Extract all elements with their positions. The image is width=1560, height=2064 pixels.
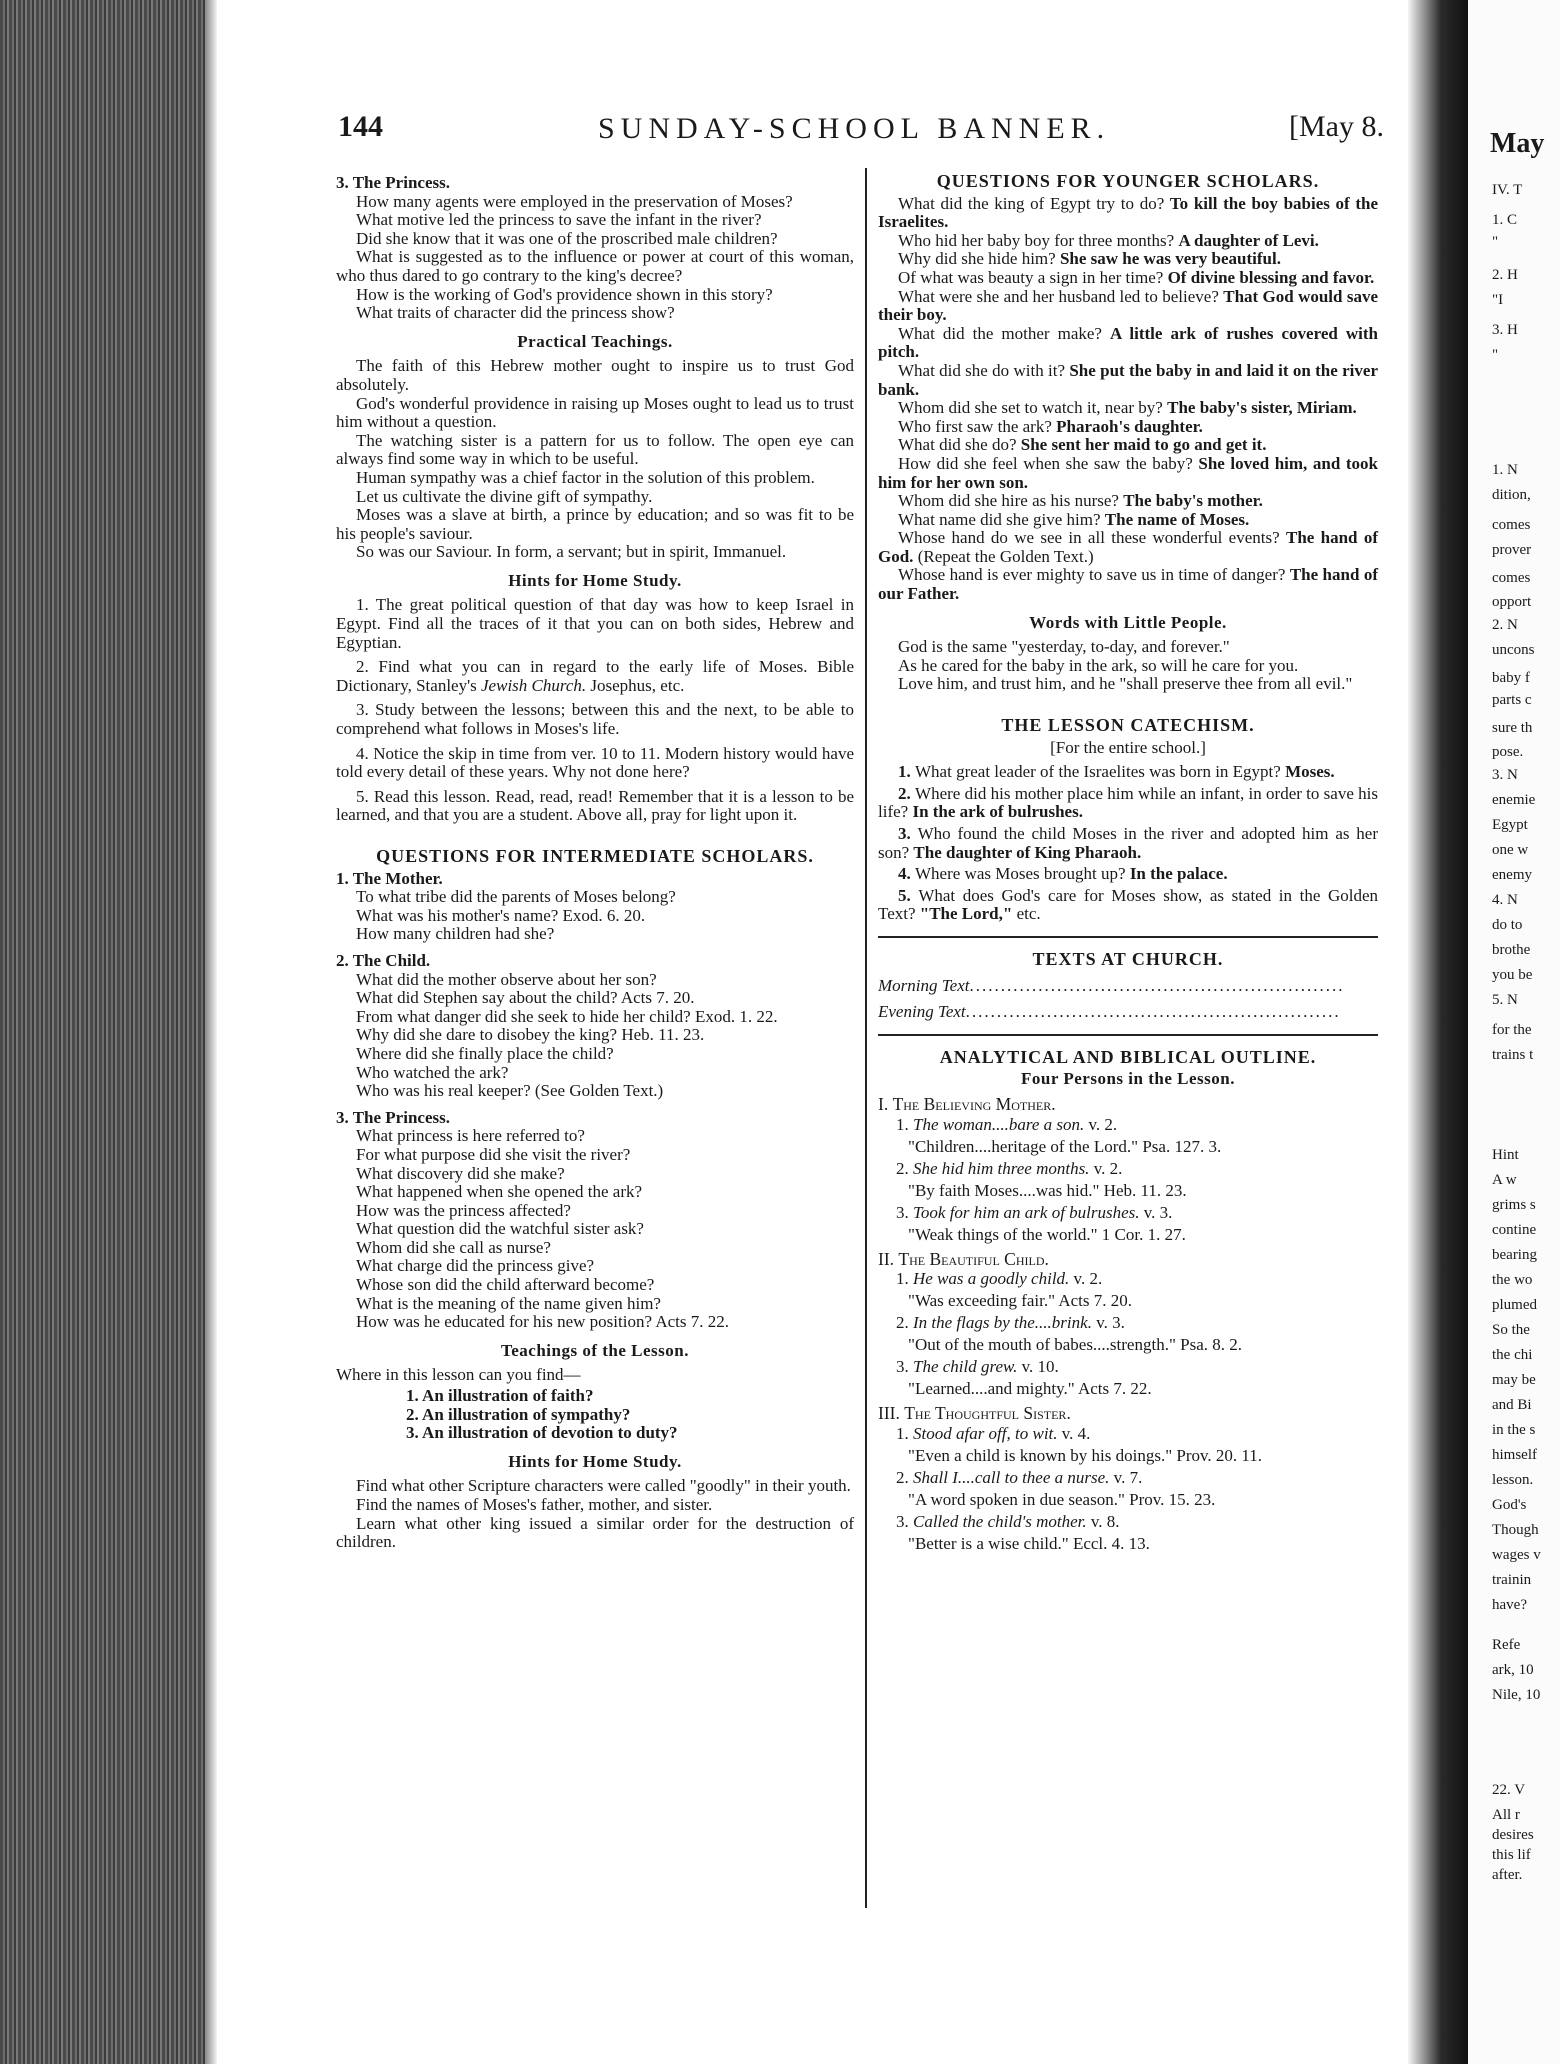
facing-page-fragment: comes (1492, 517, 1531, 533)
facing-page-fragment: trains t (1492, 1047, 1534, 1063)
page-edge-shadow (205, 0, 217, 2064)
teaching-paragraph: Let us cultivate the divine gift of sympathy. (356, 486, 653, 506)
question-list (336, 888, 854, 944)
little-paragraph: Love him, and trust him, and he "shall preserve thee from all evil." (898, 674, 1353, 694)
outline-quote: "Learned....and mighty." Acts 7. 22. (908, 1379, 1152, 1399)
teaching-paragraph: Moses was a slave at birth, a prince by education; and so was fit to be his people's saviour. (336, 505, 854, 543)
teaching-paragraph: So was our Saviour. In form, a servant; but in spirit, Immanuel. (356, 542, 787, 562)
question: Who watched the ark? (356, 1062, 509, 1082)
item-number: 1. (896, 1269, 913, 1289)
hint-paragraph: Learn what other king issued a similar order for the destruction of children. (336, 1513, 854, 1552)
facing-page-fragment: brothe (1492, 942, 1531, 958)
item-ref: v. 10. (1017, 1357, 1059, 1377)
qa-item (878, 362, 1378, 399)
little-paragraph: As he cared for the baby in the ark, so will he care for you. (898, 655, 1299, 675)
qa-item (878, 325, 1378, 362)
facing-page-fragment: for the (1492, 1022, 1532, 1038)
facing-page-fragment: IV. T (1492, 182, 1523, 198)
outline-quote: "A word spoken in due season." Prov. 15. 23. (908, 1489, 1216, 1509)
hints-list (336, 1477, 854, 1551)
catechism-item (878, 825, 1378, 862)
answer-text: A little ark of rushes covered with pitch. (878, 323, 1378, 362)
hint-item: 5. Read this lesson. Read, read, read! Remember that it is a lesson to be learned, and that you are a student. Above all, pray for light upon it. (336, 786, 854, 825)
question: How was he educated for his new position? Acts 7. 22. (356, 1312, 729, 1332)
question: What discovery did she make? (356, 1163, 565, 1183)
facing-page-fragment: prover (1492, 542, 1532, 558)
section-heading: 3. The Princess. (336, 173, 450, 192)
question: Where did she finally place the child? (356, 1043, 614, 1063)
right-column (878, 172, 1378, 1555)
answer-text: She sent her maid to go and get it. (1020, 435, 1267, 455)
hint-item: 4. Notice the skip in time from ver. 10 to 11. Modern history would have told every detail of these years. Why not done here? (336, 743, 854, 782)
qa-item (878, 492, 1378, 511)
facing-page-fragment: 1. C (1492, 212, 1518, 228)
facing-page-fragment: may be (1492, 1372, 1536, 1388)
outline-quote: "Even a child is known by his doings." Prov. 20. 11. (908, 1445, 1263, 1465)
item-text: The child grew. (913, 1357, 1018, 1377)
catechism-number: 2. (898, 783, 916, 803)
question-text: Whom did she hire as his nurse? (898, 491, 1124, 511)
facing-page-fragment: contine (1492, 1222, 1537, 1238)
journal-title: SUNDAY-SCHOOL BANNER. (598, 112, 1111, 145)
facing-page-fragment: and Bi (1492, 1397, 1532, 1413)
item-text: She hid him three months. (913, 1158, 1090, 1178)
teaching-paragraph: God's wonderful providence in raising up Moses ought to lead us to trust him without a question. (336, 393, 854, 432)
answer-text: Moses. (1285, 762, 1335, 782)
question: What did Stephen say about the child? Acts 7. 20. (356, 988, 695, 1008)
outline-item (878, 1312, 1378, 1334)
qa-item (878, 566, 1378, 603)
little-people-heading: Words with Little People. (1029, 612, 1227, 632)
facing-page-fragment: All r (1492, 1807, 1520, 1823)
answer-text: She saw he was very beautiful. (1059, 249, 1281, 269)
question: How is the working of God's providence shown in this story? (356, 284, 773, 304)
question: What traits of character did the princess show? (356, 303, 675, 323)
little-paragraph: God is the same "yesterday, to-day, and forever." (898, 637, 1230, 657)
outline-item (878, 1356, 1378, 1378)
outline (878, 1095, 1378, 1555)
facing-page-fragment: A w (1492, 1172, 1517, 1188)
item-number: 2. (896, 1467, 913, 1487)
qa-item (878, 288, 1378, 325)
facing-page-fragment: " (1492, 347, 1499, 363)
facing-page-fragment: 5. N (1492, 992, 1518, 1008)
qa-item (878, 436, 1378, 455)
item-number: 3. (896, 1511, 913, 1531)
question: How was the princess affected? (356, 1200, 571, 1220)
question-text: Who hid her baby boy for three months? (898, 230, 1179, 250)
outline-item (878, 1114, 1378, 1136)
answer-text: "The Lord," (919, 904, 1013, 924)
question: What happened when she opened the ark? (356, 1182, 643, 1202)
answer-text: The hand of our Father. (878, 565, 1378, 604)
section-rule (878, 936, 1378, 938)
book-gutter (1408, 0, 1468, 2064)
outline-quote: "Children....heritage of the Lord." Psa. 127. 3. (908, 1136, 1222, 1156)
catechism-item (878, 865, 1378, 884)
qa-item (878, 250, 1378, 269)
question: What did the mother observe about her son? (356, 969, 657, 989)
facing-page-fragment: comes (1492, 570, 1531, 586)
item-ref: v. 4. (1057, 1423, 1091, 1443)
page-number: 144 (338, 110, 383, 143)
teachings-intro: Where in this lesson can you find— (336, 1365, 581, 1385)
item-text: The woman....bare a son. (913, 1114, 1085, 1134)
facing-page-fragment: grims s (1492, 1197, 1536, 1213)
item-text: Stood afar off, to wit. (913, 1423, 1058, 1443)
question-text: How did she feel when she saw the baby? (898, 453, 1199, 473)
question-text: What did the king of Egypt try to do? (898, 193, 1170, 213)
catechism-qa (878, 763, 1378, 924)
question: How many agents were employed in the preservation of Moses? (356, 191, 793, 211)
facing-page-fragment: the chi (1492, 1347, 1533, 1363)
teaching-item: 2. An illustration of sympathy? (406, 1404, 631, 1424)
question-text: What great leader of the Israelites was born in Egypt? (915, 762, 1286, 782)
facing-page-fragment: this lif (1492, 1847, 1531, 1863)
item-text: Took for him an ark of bulrushes. (913, 1202, 1140, 1222)
facing-page-fragment: opport (1492, 594, 1532, 610)
item-ref: v. 2. (1084, 1114, 1118, 1134)
outline-item (878, 1202, 1378, 1224)
answer-text: The baby's mother. (1123, 491, 1263, 511)
section-heading: 2. The Child. (336, 950, 431, 970)
hint-paragraph: Find the names of Moses's father, mother, and sister. (356, 1495, 713, 1514)
facing-page-fragment: parts c (1492, 692, 1532, 708)
question-text: Whom did she set to watch it, near by? (898, 398, 1168, 418)
teachings-heading: Teachings of the Lesson. (500, 1340, 689, 1360)
answer-text: The name of Moses. (1104, 509, 1250, 529)
outline-item (878, 1268, 1378, 1290)
facing-page-fragment: dition, (1492, 487, 1531, 503)
younger-qa (878, 195, 1378, 604)
facing-page-header: May (1490, 128, 1545, 159)
outline-subheading: Four Persons in the Lesson. (1021, 1069, 1235, 1089)
younger-heading: QUESTIONS FOR YOUNGER SCHOLARS. (936, 171, 1320, 191)
facing-page-fragment: uncons (1492, 642, 1535, 658)
qa-item (878, 232, 1378, 251)
question-text: Whose hand do we see in all these wonderful events? (898, 528, 1286, 548)
question-text: What did she do? (898, 435, 1021, 455)
catechism-heading: THE LESSON CATECHISM. (1001, 715, 1255, 736)
catechism-number: 4. (898, 864, 915, 884)
facing-page-fragment: after. (1492, 1867, 1523, 1883)
item-text: Shall I....call to thee a nurse. (913, 1467, 1110, 1487)
facing-page-fragment: God's (1492, 1497, 1527, 1513)
answer-text: Of divine blessing and favor. (1167, 267, 1375, 287)
issue-date: [May 8. (1289, 110, 1384, 143)
item-number: 1. (896, 1423, 913, 1443)
facing-page-fragment: " (1492, 234, 1499, 250)
item-number: 2. (896, 1313, 913, 1333)
hint-paragraph: Find what other Scripture characters were called "goodly" in their youth. (356, 1476, 851, 1496)
item-number: 3. (896, 1202, 913, 1222)
qa-item (878, 529, 1378, 566)
hint-item: 3. Study between the lessons; between this and the next, to be able to comprehend what follows in Moses's life. (336, 700, 854, 739)
facing-page-fragment: 2. N (1492, 617, 1518, 633)
qa-item (878, 455, 1378, 492)
qa-item (878, 511, 1378, 530)
little-people-text (878, 638, 1378, 694)
section-title: The Beautiful Child. (898, 1248, 1049, 1269)
facing-page-fragment: have? (1492, 1597, 1527, 1613)
qa-item (878, 269, 1378, 288)
answer-text: She put the baby in and laid it on the river bank. (878, 360, 1378, 399)
facing-page-fragment: the wo (1492, 1272, 1533, 1288)
outline-quote: "Better is a wise child." Eccl. 4. 13. (908, 1533, 1150, 1553)
teaching-paragraph: The faith of this Hebrew mother ought to inspire us to trust God absolutely. (336, 356, 854, 394)
answer-note: etc. (1012, 904, 1041, 924)
outline-heading: ANALYTICAL AND BIBLICAL OUTLINE. (939, 1046, 1317, 1067)
morning-text-line: Morning Text............................................................ (878, 976, 1345, 995)
evening-text-line: Evening Text............................................................ (878, 1003, 1341, 1022)
question: For what purpose did she visit the river? (356, 1144, 631, 1164)
facing-page-fragment: "I (1492, 292, 1504, 308)
running-head (338, 110, 1384, 154)
roman-numeral: I. (878, 1093, 893, 1114)
catechism-number: 5. (898, 885, 919, 905)
item-ref: v. 8. (1086, 1511, 1120, 1531)
section-title: The Believing Mother. (892, 1093, 1056, 1114)
facing-page-fragment: 22. V (1492, 1782, 1526, 1798)
facing-page-fragment: Hint (1492, 1147, 1519, 1163)
item-text: In the flags by the....brink. (913, 1313, 1092, 1333)
qa-item (878, 399, 1378, 418)
qa-item (878, 195, 1378, 232)
facing-page-fragment: himself (1492, 1447, 1537, 1463)
question: What motive led the princess to save the infant in the river? (356, 210, 762, 230)
question-text: What did she do with it? (898, 360, 1070, 380)
qa-item (878, 418, 1378, 437)
answer-text: A daughter of Levi. (1178, 230, 1319, 250)
facing-page-fragment: Refe (1492, 1637, 1521, 1653)
facing-page-fragment: ark, 10 (1492, 1662, 1534, 1678)
outline-item (878, 1158, 1378, 1180)
question: To what tribe did the parents of Moses belong? (356, 887, 676, 907)
facing-page-fragment: you be (1492, 967, 1533, 983)
question: Whose son did the child afterward become? (356, 1275, 655, 1295)
question-text: What does God's care for Moses show, as stated in the Golden Text? (878, 885, 1378, 924)
column-rule (865, 168, 867, 1908)
facing-page-fragment: enemie (1492, 792, 1536, 808)
outline-quote: "By faith Moses....was hid." Heb. 11. 23. (908, 1180, 1187, 1200)
item-ref: v. 7. (1109, 1467, 1143, 1487)
section-heading: 3. The Princess. (336, 1107, 450, 1127)
answer-text: She loved him, and took him for her own son. (878, 453, 1378, 492)
question-list (336, 1127, 854, 1332)
facing-page-fragment: 3. H (1492, 322, 1518, 338)
question: What princess is here referred to? (356, 1126, 585, 1146)
item-text: He was a goodly child. (913, 1269, 1070, 1289)
answer-text: The baby's sister, Miriam. (1167, 398, 1357, 418)
teachings-list (336, 1387, 854, 1443)
answer-note: (Repeat the Golden Text.) (913, 546, 1094, 566)
facing-page-fragment: one w (1492, 842, 1529, 858)
hint-item: 2. Find what you can in regard to the early life of Moses. Bible Dictionary, Stanley's Jewish Church. Josephus, etc. (336, 657, 854, 695)
question: What is suggested as to the influence or power at court of this woman, who thus dared to go contrary to the king's decree? (336, 247, 854, 285)
item-ref: v. 2. (1069, 1269, 1103, 1289)
facing-page-fragment: in the s (1492, 1422, 1536, 1438)
facing-page-fragment: Egypt (1492, 817, 1528, 833)
question-text: What were she and her husband led to believe? (898, 286, 1224, 306)
catechism-number: 3. (898, 824, 918, 843)
hints-heading: Hints for Home Study. (508, 1451, 682, 1471)
catechism-item (878, 763, 1378, 782)
facing-page-fragment: 3. N (1492, 767, 1518, 783)
facing-page-fragment: 4. N (1492, 892, 1518, 908)
question: What charge did the princess give? (356, 1256, 595, 1276)
item-number: 2. (896, 1158, 913, 1178)
answer-text: To kill the boy babies of the Israelites. (878, 193, 1379, 232)
question-list (336, 193, 854, 323)
answer-text: The hand of God. (878, 528, 1378, 566)
facing-page-fragment: desires (1492, 1827, 1534, 1843)
question-text: Who first saw the ark? (898, 416, 1057, 436)
teaching-paragraph: The watching sister is a pattern for us to follow. The open eye can always find some way in which to be useful. (336, 430, 854, 469)
question-text: What did the mother make? (898, 323, 1111, 343)
question-text: Of what was beauty a sign in her time? (898, 267, 1168, 287)
outline-section-title (878, 1404, 1378, 1423)
roman-numeral: II. (878, 1248, 899, 1269)
item-number: 1. (896, 1114, 913, 1134)
question: What question did the watchful sister ask? (356, 1219, 644, 1239)
facing-page-fragment: lesson. (1492, 1472, 1534, 1488)
facing-page-fragment: do to (1492, 917, 1523, 933)
answer-text: The daughter of King Pharaoh. (913, 842, 1142, 862)
answer-text: That God would save their boy. (878, 286, 1378, 325)
outline-item (878, 1467, 1378, 1489)
intermediate-heading: QUESTIONS FOR INTERMEDIATE SCHOLARS. (376, 846, 814, 866)
catechism-item (878, 785, 1378, 822)
facing-page-fragment: baby f (1492, 670, 1530, 686)
question: What is the meaning of the name given him? (356, 1293, 661, 1313)
question-text: Why did she hide him? (898, 249, 1060, 269)
question: Why did she dare to disobey the king? Heb. 11. 23. (356, 1025, 705, 1045)
hints-heading: Hints for Home Study. (508, 570, 682, 590)
question: How many children had she? (356, 924, 555, 944)
question: From what danger did she seek to hide her child? Exod. 1. 22. (356, 1006, 778, 1026)
question-text: Where was Moses brought up? (915, 864, 1130, 884)
church-heading: TEXTS AT CHURCH. (1032, 948, 1224, 969)
item-number: 3. (896, 1357, 913, 1377)
teaching-paragraph: Human sympathy was a chief factor in the solution of this problem. (356, 467, 815, 487)
item-text: Called the child's mother. (913, 1511, 1087, 1531)
question-list (336, 971, 854, 1101)
outline-quote: "Out of the mouth of babes....strength." Psa. 8. 2. (908, 1335, 1243, 1355)
question-text: What name did she give him? (898, 509, 1105, 529)
item-ref: v. 2. (1089, 1158, 1123, 1178)
outline-item (878, 1423, 1378, 1445)
outline-section-title (878, 1095, 1378, 1114)
practical-teachings-heading: Practical Teachings. (517, 331, 673, 351)
facing-page-fragment: Though (1492, 1522, 1539, 1538)
section-heading: 1. The Mother. (336, 868, 443, 888)
catechism-item (878, 887, 1378, 924)
item-ref: v. 3. (1091, 1313, 1125, 1333)
question-text: Whose hand is ever mighty to save us in time of danger? (898, 565, 1290, 585)
outline-item (878, 1511, 1378, 1533)
answer-text: In the palace. (1129, 864, 1228, 884)
catechism-number: 1. (898, 762, 915, 782)
facing-page-fragment: plumed (1492, 1297, 1537, 1313)
practical-teachings (336, 357, 854, 562)
book-binding (0, 0, 210, 2064)
answer-text: In the ark of bulrushes. (912, 802, 1083, 822)
teaching-item: 3. An illustration of devotion to duty? (406, 1423, 678, 1443)
answer-text: Pharaoh's daughter. (1056, 416, 1203, 436)
section-rule (878, 1034, 1378, 1036)
facing-page-fragment: 2. H (1492, 267, 1518, 283)
question: What was his mother's name? Exod. 6. 20. (356, 905, 646, 925)
question-text: Where did his mother place him while an infant, in order to save his life? (878, 783, 1378, 822)
outline-quote: "Was exceeding fair." Acts 7. 20. (908, 1291, 1133, 1311)
facing-page-fragment: pose. (1492, 744, 1524, 760)
teaching-item: 1. An illustration of faith? (406, 1386, 594, 1406)
hint-item: 1. The great political question of that day was how to keep Israel in Egypt. Find all the traces of it that you can on both sides, Hebrew and Egyptian. (336, 595, 854, 652)
facing-page-fragment: wages v (1492, 1547, 1541, 1563)
facing-page-fragment: Nile, 10 (1492, 1687, 1541, 1703)
outline-quote: "Weak things of the world." 1 Cor. 1. 27. (908, 1224, 1186, 1244)
left-column (336, 172, 854, 1552)
outline-section-title (878, 1250, 1378, 1269)
facing-page-fragment: trainin (1492, 1572, 1532, 1588)
facing-page (1468, 0, 1560, 2064)
facing-page-fragment: enemy (1492, 867, 1532, 883)
facing-page-fragment: 1. N (1492, 462, 1518, 478)
question: Who was his real keeper? (See Golden Text.) (356, 1081, 664, 1101)
facing-page-fragment: So the (1492, 1322, 1530, 1338)
roman-numeral: III. (878, 1403, 905, 1424)
facing-page-fragment: sure th (1492, 720, 1533, 736)
section-title: The Thoughtful Sister. (904, 1403, 1071, 1424)
question: Whom did she call as nurse? (356, 1237, 551, 1257)
facing-page-fragment: bearing (1492, 1247, 1537, 1263)
question: Did she know that it was one of the proscribed male children? (356, 228, 778, 248)
hints-list (336, 596, 854, 825)
question-text: Who found the child Moses in the river and adopted him as her son? (878, 824, 1379, 862)
item-ref: v. 3. (1139, 1202, 1173, 1222)
catechism-sub: [For the entire school.] (1050, 737, 1206, 757)
